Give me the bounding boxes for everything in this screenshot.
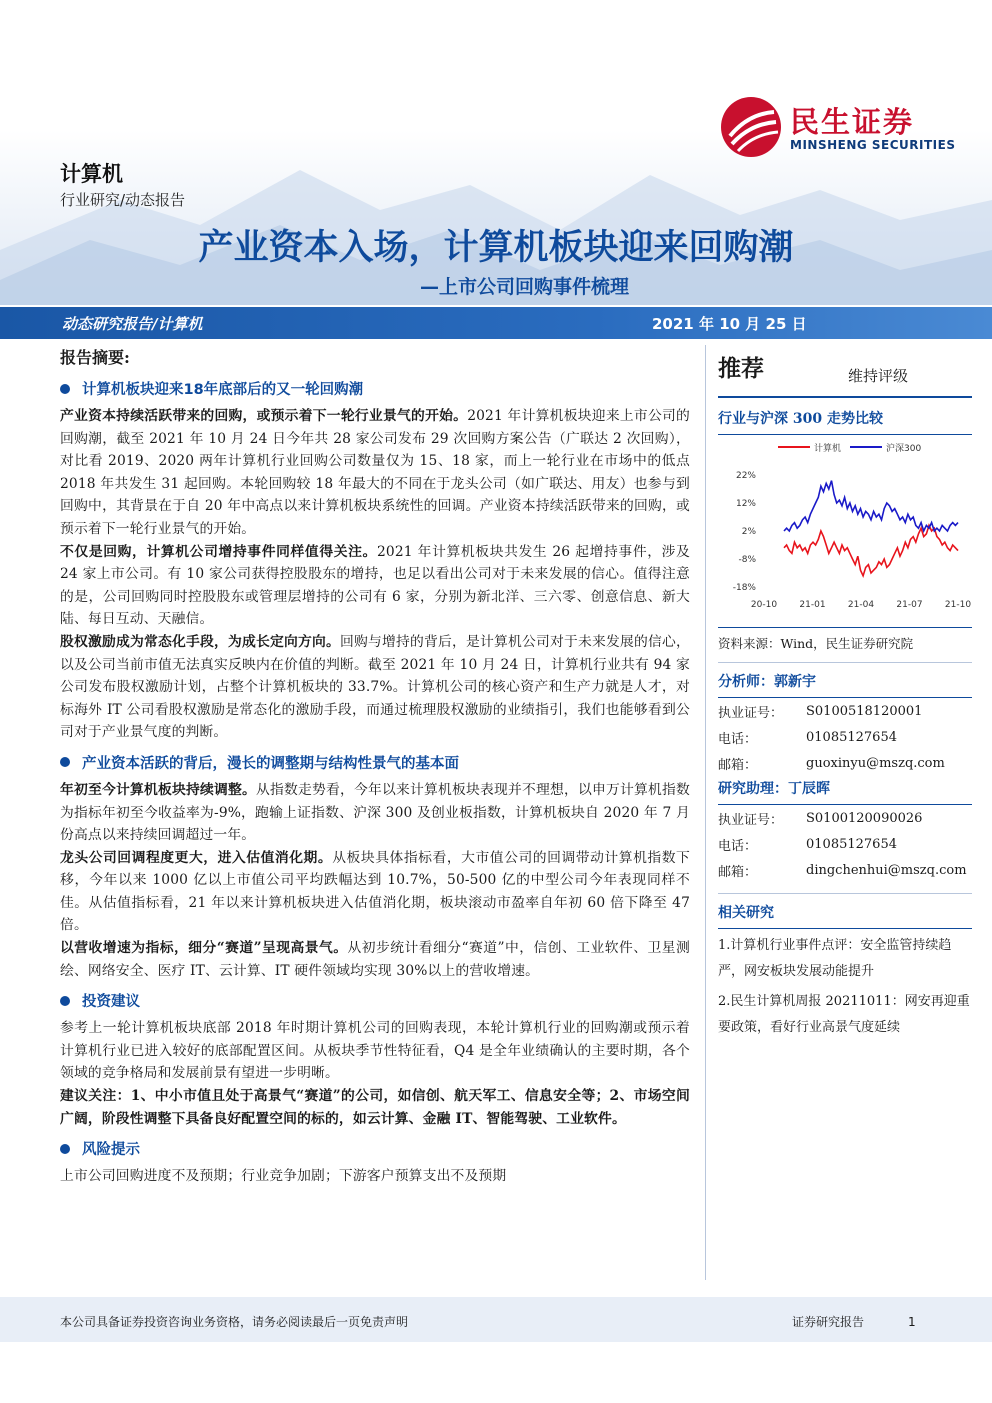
analyst-email-row: 邮箱： guoxinyu@mszq.com — [718, 755, 945, 773]
assistant-heading: 研究助理：丁辰晖 — [718, 781, 830, 797]
divider — [718, 662, 972, 663]
chart-source: 资料来源：Wind，民生证券研究院 — [718, 636, 914, 651]
abstract-heading: 报告摘要: — [60, 348, 130, 367]
report-date: 2021 年 10 月 25 日 — [652, 315, 807, 333]
paragraph: 上市公司回购进度不及预期；行业竞争加剧；下游客户预算支出不及预期 — [60, 1168, 507, 1185]
legend-label: 计算机 — [814, 444, 842, 454]
y-tick-label: -8% — [738, 555, 756, 565]
section-heading: 计算机板块迎来18年底部后的又一轮回购潮 — [60, 378, 690, 399]
page-subtitle: —上市公司回购事件梳理 — [420, 276, 630, 298]
trend-chart — [718, 437, 972, 627]
logo-cn: 民生证券 — [790, 105, 915, 139]
divider — [718, 627, 972, 628]
page-title: 产业资本入场，计算机板块迎来回购潮 — [198, 228, 794, 268]
x-tick-label: 21-10 — [944, 600, 972, 610]
divider — [718, 893, 972, 894]
recommend-label: 推荐 — [718, 356, 764, 382]
analyst-heading: 分析师：郭新宇 — [718, 674, 816, 690]
analyst-phone-row: 电话： 01085127654 — [718, 729, 897, 747]
paragraph: 参考上一轮计算机板块底部 2018 年时期计算机公司的回购表现，本轮计算机行业的回购潮或预示着计算机行业已进入较好的底部配置区间。从板块季节性特征看，Q4 是全年业绩确认的主要时期，各个领域的竞争格局和发展前景有望进一步明晰。 — [60, 1020, 690, 1082]
x-tick-label: 21-07 — [896, 600, 923, 610]
analyst-cert-row: 执业证号： S0100518120001 — [718, 703, 923, 721]
assistant-phone-row: 电话： 01085127654 — [718, 836, 897, 854]
divider — [718, 396, 972, 398]
related-item[interactable]: 1.计算机行业事件点评：安全监管持续趋严，网安板块发展动能提升 — [718, 938, 952, 979]
assistant-cert-row: 执业证号： S0100120090026 — [718, 810, 923, 828]
y-tick-label: -18% — [732, 583, 756, 593]
footer-doc-type: 证券研究报告 1 — [792, 1315, 916, 1329]
paragraph: 年初至今计算机板块持续调整。从指数走势看，今年以来计算机板块表现并不理想，以申万计算机指数为指标年初至今收益率为-9%，跑输上证指数、沪深 300 及创业板指数，计算机板块自 2020 年 7 月份高点以来持续回调超过一年。 — [60, 781, 690, 844]
legend-label: 沪深300 — [886, 444, 922, 454]
logo-en: MINSHENG SECURITIES — [790, 138, 956, 152]
logo-icon — [720, 96, 782, 158]
y-tick-label: 12% — [735, 499, 756, 509]
paragraph: 产业资本持续活跃带来的回购，或预示着下一轮行业景气的开始。2021 年计算机板块迎来上市公司的回购潮，截至 2021 年 10 月 24 日今年共 28 家公司发布 29 次回购方案公告（广联达 2 次回购），对比看 2019、2020 两年计算机行业回购公司数量仅为 15、18 家，而上一轮行业在市场中的低点 2018 年共发生 31 起回购。本轮回购较 18 年最大的不同在于龙头公司（如广联达、用友）也参与到回购中，其背景在于自 20 年中高点以来计算机板块系统性的回调。产业资本持续活跃带来的回购，或预示着下一轮行业景气的开始。 — [60, 408, 690, 537]
paragraph: 以营收增速为指标，细分“赛道”呈现高景气。从初步统计看细分“赛道”中，信创、工业软件、卫星测绘、网络安全、医疗 IT、云计算、IT 硬件领域均实现 30%以上的营收增速。 — [60, 940, 690, 979]
sidebar — [718, 350, 972, 1041]
main-content — [60, 345, 690, 1188]
bullet-icon — [60, 996, 70, 1006]
divider — [718, 434, 972, 435]
bullet-icon — [60, 1144, 70, 1154]
x-tick-label: 21-04 — [847, 600, 875, 610]
related-heading: 相关研究 — [718, 905, 774, 921]
industry-label: 计算机 — [60, 162, 123, 186]
paragraph: 龙头公司回调程度更大，进入估值消化期。从板块具体指标看，大市值公司的回调带动计算机指数下移，今年以来 1000 亿以上市值公司平均跌幅达到 10.7%，50-500 亿的中型公司今年表现同样不佳。从估值指标看，21 年以来计算机板块进入估值消化期，板块滚动市盈率自年初 60 倍下降至 47 倍。 — [60, 849, 691, 934]
paragraph: 股权激励成为常态化手段，为成长定向方向。回购与增持的背后，是计算机公司对于未来发展的信心，以及公司当前市值无法真实反映内在价值的判断。截至 2021 年 10 月 24 日，计算机行业共有 94 家公司发布股权激励计划，占整个计算机板块的 33.7%。计算机公司的核心资产和生产力就是人才，对标海外 IT 公司看股权激励是常态化的激励手段，而通过梳理股权激励的业绩指引，我们也能够看到公司对于产业景气度的判断。 — [60, 633, 691, 741]
y-tick-label: 2% — [741, 527, 756, 537]
rating-label: 维持评级 — [848, 367, 909, 385]
report-type: 行业研究/动态报告 — [60, 191, 186, 209]
series-line — [784, 481, 958, 531]
sidebar-divider — [705, 345, 706, 1280]
divider — [718, 928, 972, 929]
bar-report-category: 动态研究报告/计算机 — [62, 315, 203, 333]
section-heading: 风险提示 — [60, 1138, 690, 1159]
bullet-icon — [60, 384, 70, 394]
paragraph: 不仅是回购，计算机公司增持事件同样值得关注。2021 年计算机板块共发生 26 起增持事件，涉及 24 家上市公司。有 10 家公司获得控股股东的增持，也足以看出公司对于未来发展的信心。值得注意的是，公司回购同时控股股东或管理层增持的公司有 6 家，分别为新北洋、三六零、创意信息、新大陆、每日互动、天融信。 — [60, 543, 690, 628]
x-tick-label: 20-10 — [750, 600, 778, 610]
section-heading: 产业资本活跃的背后，漫长的调整期与结构性景气的基本面 — [60, 752, 690, 773]
page-number: 1 — [908, 1315, 916, 1329]
x-tick-label: 21-01 — [799, 600, 826, 610]
chart-title: 行业与沪深 300 走势比较 — [718, 411, 883, 427]
related-item[interactable]: 2.民生计算机周报 20211011：网安再迎重要政策，看好行业高景气度延续 — [718, 994, 970, 1035]
bullet-icon — [60, 757, 70, 767]
y-tick-label: 22% — [735, 471, 756, 481]
assistant-email-row: 邮箱： dingchenhui@mszq.com — [718, 862, 967, 880]
footer-disclaimer: 本公司具备证券投资咨询业务资格，请务必阅读最后一页免责声明 — [60, 1315, 409, 1329]
section-heading: 投资建议 — [60, 990, 690, 1011]
series-line — [784, 525, 958, 575]
paragraph: 建议关注：1、中小市值且处于高景气“赛道”的公司，如信创、航天军工、信息安全等；2、市场空间广阔，阶段性调整下具备良好配置空间的标的，如云计算、金融 IT、智能驾驶、工业软件。 — [60, 1088, 690, 1127]
